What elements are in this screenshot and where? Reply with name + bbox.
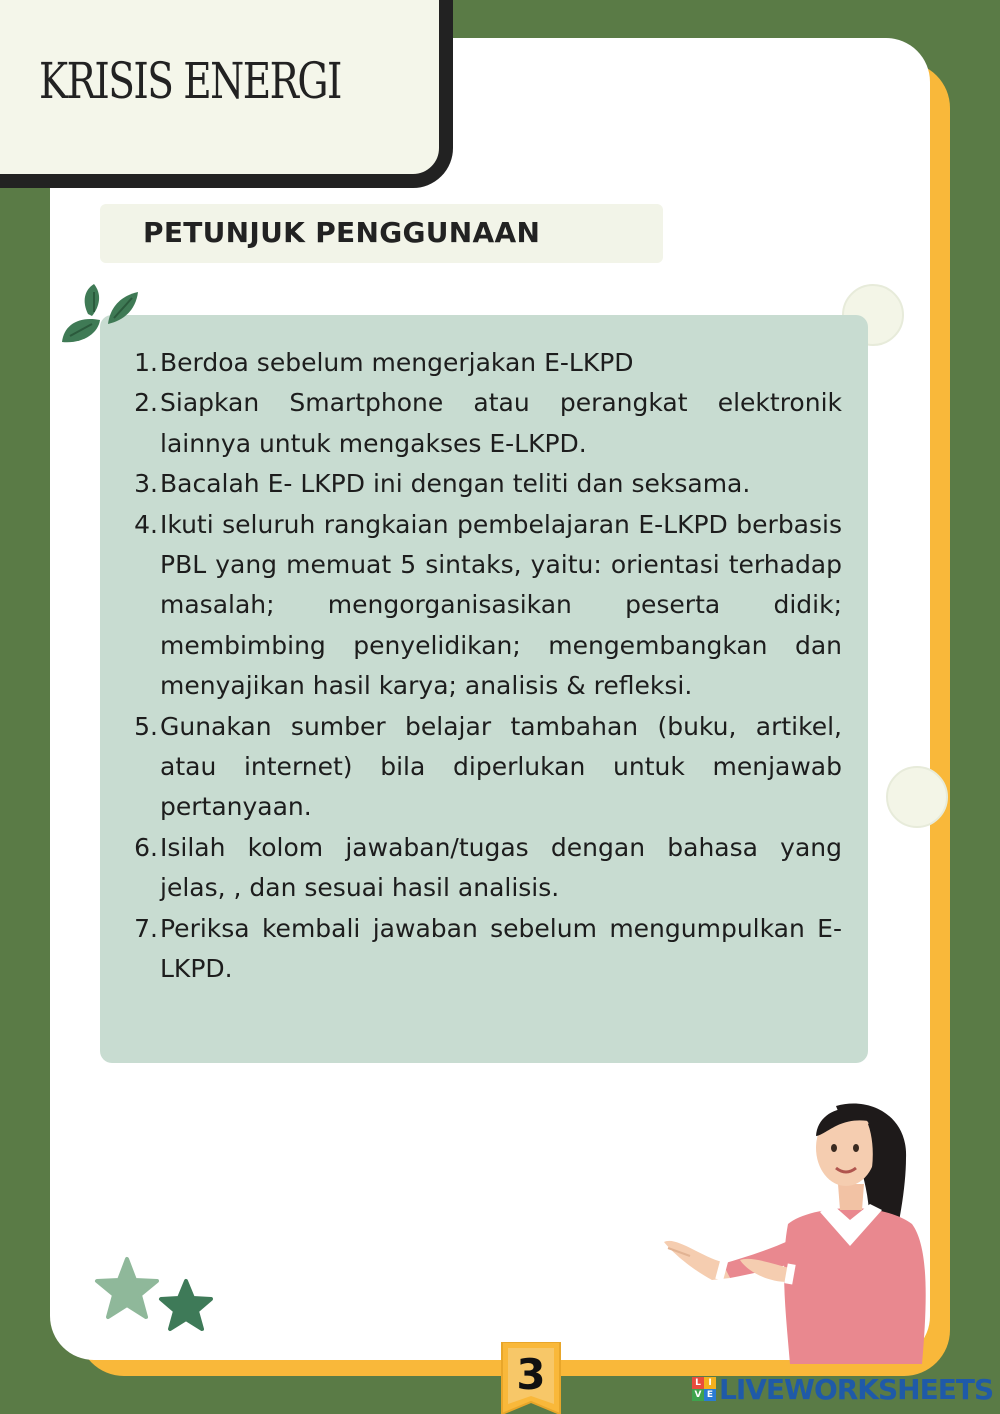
list-item-number: 4. [134, 509, 158, 539]
leaf-sprig-icon [58, 284, 142, 350]
title-tab [0, 0, 453, 188]
list-item-number: 5. [134, 711, 158, 741]
list-item [128, 909, 842, 990]
list-item [128, 828, 842, 909]
list-item-number: 3. [134, 469, 158, 499]
list-item-text: Gunakan sumber belajar tambahan (buku, artikel, atau internet) bila diperlukan untuk menjawab pertanyaan. [160, 711, 842, 822]
list-item [128, 343, 842, 383]
list-item-text: Bacalah E- LKPD ini dengan teliti dan seksama. [160, 469, 751, 499]
instructions-list [128, 343, 842, 990]
list-item-text: Berdoa sebelum mengerjakan E-LKPD [160, 348, 634, 377]
liveworksheets-watermark [692, 1372, 993, 1406]
section-heading-box [100, 204, 663, 263]
star-dark-icon [158, 1278, 214, 1334]
list-item-text: Siapkan Smartphone atau perangkat elektronik lainnya untuk mengakses E-LKPD. [160, 388, 842, 458]
list-item [128, 707, 842, 828]
list-item [128, 464, 842, 504]
decor-circle-middle [886, 766, 948, 828]
list-item-text: Ikuti seluruh rangkaian pembelajaran E-LKPD berbasis PBL yang memuat 5 sintaks, yaitu: orientasi terhadap masalah; mengorganisasikan peserta didik; membimbing penyelidikan; mengembangkan dan menyajikan hasil karya; analisis & refleksi. [160, 509, 842, 701]
liveworksheets-text: LIVEWORKSHEETS [719, 1372, 994, 1406]
page-number: 3 [516, 1350, 546, 1399]
list-item-number: 6. [134, 832, 158, 862]
list-item-text: Isilah kolom jawaban/tugas dengan bahasa yang jelas, , dan sesuai hasil analisis. [160, 832, 842, 903]
list-item-number: 7. [134, 913, 158, 943]
list-item-number: 2. [134, 388, 158, 418]
list-item-text: Periksa kembali jawaban sebelum mengumpulkan E-LKPD. [160, 913, 842, 984]
list-item [128, 383, 842, 464]
list-item [128, 505, 842, 707]
liveworksheets-logo-icon: L I V E [692, 1377, 716, 1401]
teacher-illustration [660, 1096, 940, 1364]
section-heading: PETUNJUK PENGGUNAAN [143, 216, 541, 249]
page-number-badge [500, 1342, 562, 1414]
list-item-number: 1. [134, 348, 158, 377]
page-title: KRISIS ENERGI [39, 52, 341, 110]
instructions-box [100, 315, 868, 1063]
star-light-icon [94, 1256, 160, 1322]
